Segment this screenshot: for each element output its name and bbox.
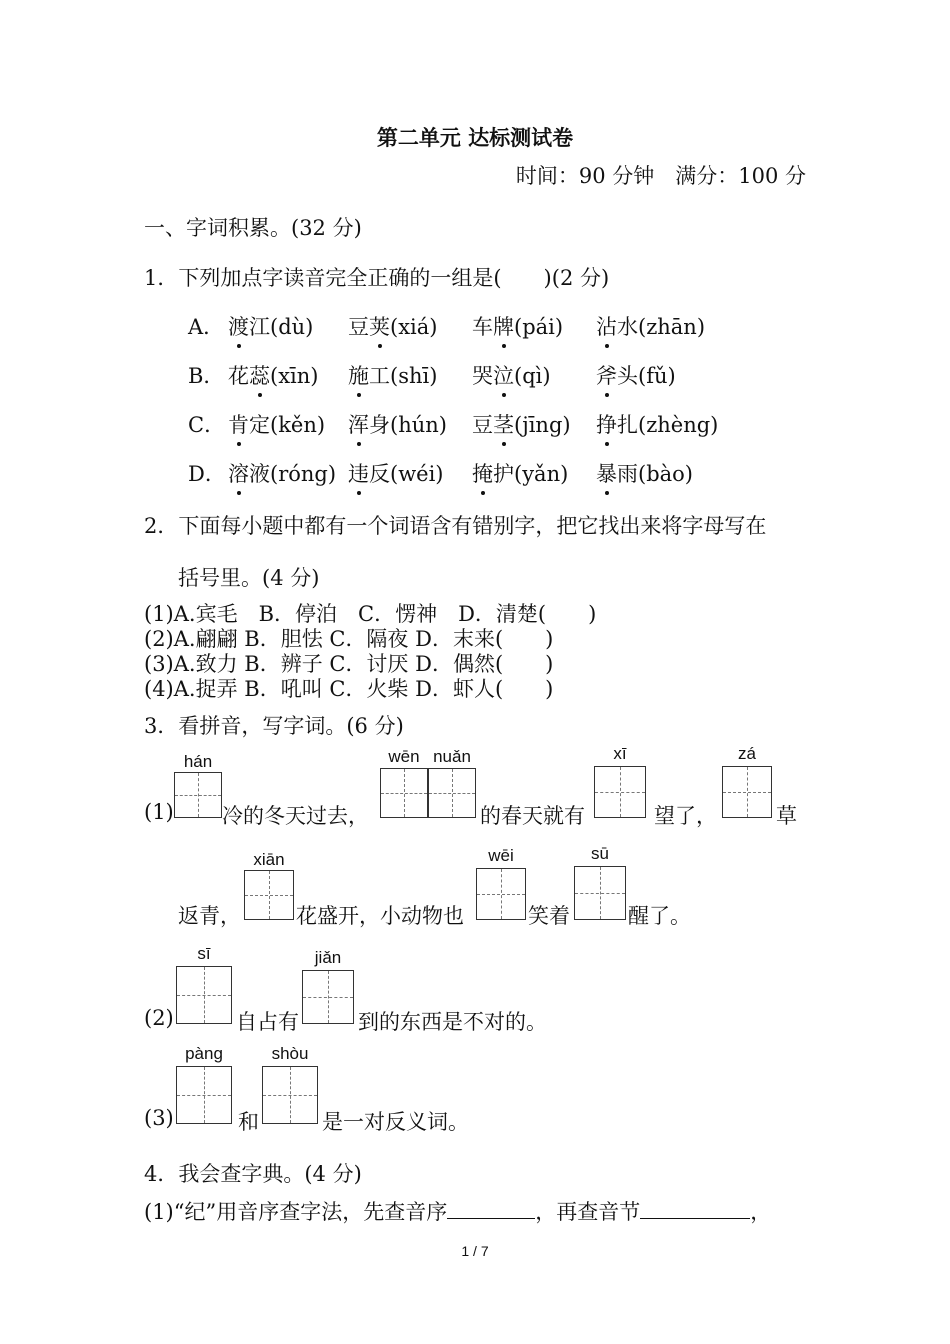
writing-box-pang[interactable] [176, 1066, 232, 1124]
pinyin-reading: (dù) [270, 315, 314, 339]
pinyin-reading: (fǔ) [638, 364, 676, 388]
word-char: 豆 [472, 413, 493, 437]
option-word [596, 409, 718, 439]
pinyin-nuan: nuǎn [433, 747, 471, 766]
word-char: 花 [228, 364, 249, 388]
q3-text: 自占有 [236, 1010, 299, 1034]
option-word [228, 311, 313, 341]
q4-text: ，再查音节 [535, 1200, 641, 1224]
writing-box-nuan[interactable] [428, 768, 476, 818]
q3-part2-label: (2) [144, 1006, 174, 1030]
option-word [228, 409, 325, 439]
q3-text: 的春天就有 [480, 804, 585, 828]
option-word [348, 360, 437, 390]
word-char: 雨 [617, 462, 638, 486]
q3-text: 返青， [178, 904, 241, 928]
pinyin-reading: (zhèng) [638, 413, 719, 437]
pinyin-reading: (kěn) [270, 413, 326, 437]
pinyin-reading: (zhān) [638, 315, 706, 339]
dotted-char: 溶 [228, 458, 249, 488]
dotted-char: 牌 [493, 311, 514, 341]
option-label[interactable]: D． [188, 462, 226, 486]
q3-text: 到的东西是不对的。 [358, 1010, 547, 1034]
writing-box-wen[interactable] [380, 768, 428, 818]
question-1-stem: 1．下列加点字读音完全正确的一组是( )(2 分) [144, 266, 610, 290]
dotted-char: 渡 [228, 311, 249, 341]
option-label[interactable]: C． [188, 413, 226, 437]
dotted-char: 肯 [228, 409, 249, 439]
pinyin-reading: (bào) [638, 462, 693, 486]
pinyin-reading: (pái) [514, 315, 564, 339]
q4-text: ， [750, 1200, 772, 1224]
question-2-item-3: (3)A.致力 B．辨子 C．讨厌 D．偶然( ) [144, 652, 554, 676]
question-4-item-1 [144, 1196, 771, 1226]
dotted-char: 沾 [596, 311, 617, 341]
dotted-char: 蕊 [249, 360, 270, 390]
q3-text: 草 [776, 804, 797, 828]
pinyin-reading: (qì) [514, 364, 551, 388]
option-word [596, 458, 693, 488]
question-4-stem: 4．我会查字典。(4 分) [144, 1162, 362, 1186]
word-char: 工 [369, 364, 390, 388]
page-number: 1 / 7 [461, 1243, 489, 1259]
pinyin-wen: wēn [388, 747, 420, 766]
writing-box-xian[interactable] [244, 870, 294, 920]
dotted-char: 施 [348, 360, 369, 390]
pinyin-reading: (xīn) [270, 364, 319, 388]
option-word [472, 458, 568, 488]
writing-box-shou[interactable] [262, 1066, 318, 1124]
q3-text: 醒了。 [628, 904, 691, 928]
dotted-char: 泣 [493, 360, 514, 390]
word-char: 豆 [348, 315, 369, 339]
option-word [348, 458, 444, 488]
word-char: 护 [493, 462, 514, 486]
word-char: 定 [249, 413, 270, 437]
pinyin-su: sū [591, 844, 609, 863]
question-2-item-1: (1)A.宾毛 B．停泊 C．愣神 D．清楚( ) [144, 602, 597, 626]
pinyin-reading: (yǎn) [514, 462, 569, 486]
pinyin-reading: (shī) [390, 364, 438, 388]
pinyin-shou: shòu [271, 1044, 309, 1063]
question-2-stem-cont: 括号里。(4 分) [178, 566, 320, 590]
writing-box-si[interactable] [176, 966, 232, 1024]
writing-box-xi[interactable] [594, 766, 646, 818]
q3-text: 笑着 [528, 904, 570, 928]
word-char: 液 [249, 462, 270, 486]
word-char: 哭 [472, 364, 493, 388]
word-char: 反 [369, 462, 390, 486]
dotted-char: 茎 [493, 409, 514, 439]
page-title: 第二单元 达标测试卷 [376, 125, 574, 150]
writing-box-jian[interactable] [302, 970, 354, 1024]
word-char: 扎 [617, 413, 638, 437]
option-word [472, 360, 551, 390]
writing-box-za[interactable] [722, 766, 772, 818]
option-label[interactable]: A． [188, 315, 225, 339]
dotted-char: 荚 [369, 311, 390, 341]
option-word [472, 409, 571, 439]
question-2-item-2: (2)A.翩翩 B．胆怯 C．隔夜 D．末来( ) [144, 627, 554, 651]
option-word [596, 311, 705, 341]
option-label[interactable]: B． [188, 364, 225, 388]
pinyin-reading: (xiá) [390, 315, 438, 339]
q3-text: 是一对反义词。 [322, 1110, 469, 1134]
option-word [348, 409, 447, 439]
pinyin-reading: (jīng) [514, 413, 571, 437]
pinyin-za: zá [738, 744, 756, 763]
dotted-char: 浑 [348, 409, 369, 439]
dotted-char: 掩 [472, 458, 493, 488]
q4-text: (1)“纪”用音序查字法，先查音序 [144, 1200, 448, 1224]
dotted-char: 暴 [596, 458, 617, 488]
writing-box-han[interactable] [174, 772, 222, 818]
dotted-char: 挣 [596, 409, 617, 439]
answer-blank[interactable] [640, 1200, 750, 1219]
pinyin-reading: (wéi) [390, 462, 444, 486]
pinyin-wei: wēi [488, 846, 514, 865]
dotted-char: 斧 [596, 360, 617, 390]
option-word [228, 458, 336, 488]
question-2-stem: 2．下面每小题中都有一个词语含有错别字，把它找出来将字母写在 [144, 514, 767, 538]
pinyin-reading: (hún) [390, 413, 447, 437]
option-word [596, 360, 676, 390]
word-char: 江 [249, 315, 270, 339]
option-word [472, 311, 563, 341]
writing-box-wei[interactable] [476, 868, 526, 920]
dotted-char: 违 [348, 458, 369, 488]
word-char: 身 [369, 413, 390, 437]
section-heading: 一、字词积累。(32 分) [144, 216, 362, 240]
pinyin-jian: jiǎn [314, 948, 342, 967]
q3-part3-label: (3) [144, 1106, 174, 1130]
word-char: 头 [617, 364, 638, 388]
option-word [228, 360, 318, 390]
pinyin-xian: xiān [253, 850, 285, 869]
pinyin-han: hán [183, 752, 213, 771]
q3-text: 望了， [654, 804, 717, 828]
pinyin-reading: (róng) [270, 462, 337, 486]
word-char: 车 [472, 315, 493, 339]
q3-text: 花盛开，小动物也 [296, 904, 464, 928]
option-word [348, 311, 437, 341]
q3-text: 冷的冬天过去， [222, 804, 369, 828]
exam-time-info: 时间：90 分钟 满分：100 分 [515, 164, 806, 188]
pinyin-si: sī [197, 944, 211, 963]
q3-part1-label: (1) [144, 800, 174, 824]
answer-blank[interactable] [447, 1200, 535, 1219]
writing-box-su[interactable] [574, 866, 626, 920]
question-2-item-4: (4)A.捉弄 B．吼叫 C．火柴 D．虾人( ) [144, 677, 554, 701]
question-3-stem: 3．看拼音，写字词。(6 分) [144, 714, 404, 738]
pinyin-xi: xī [613, 744, 627, 763]
q3-text: 和 [238, 1110, 259, 1134]
word-char: 水 [617, 315, 638, 339]
pinyin-pang: pàng [185, 1044, 223, 1063]
